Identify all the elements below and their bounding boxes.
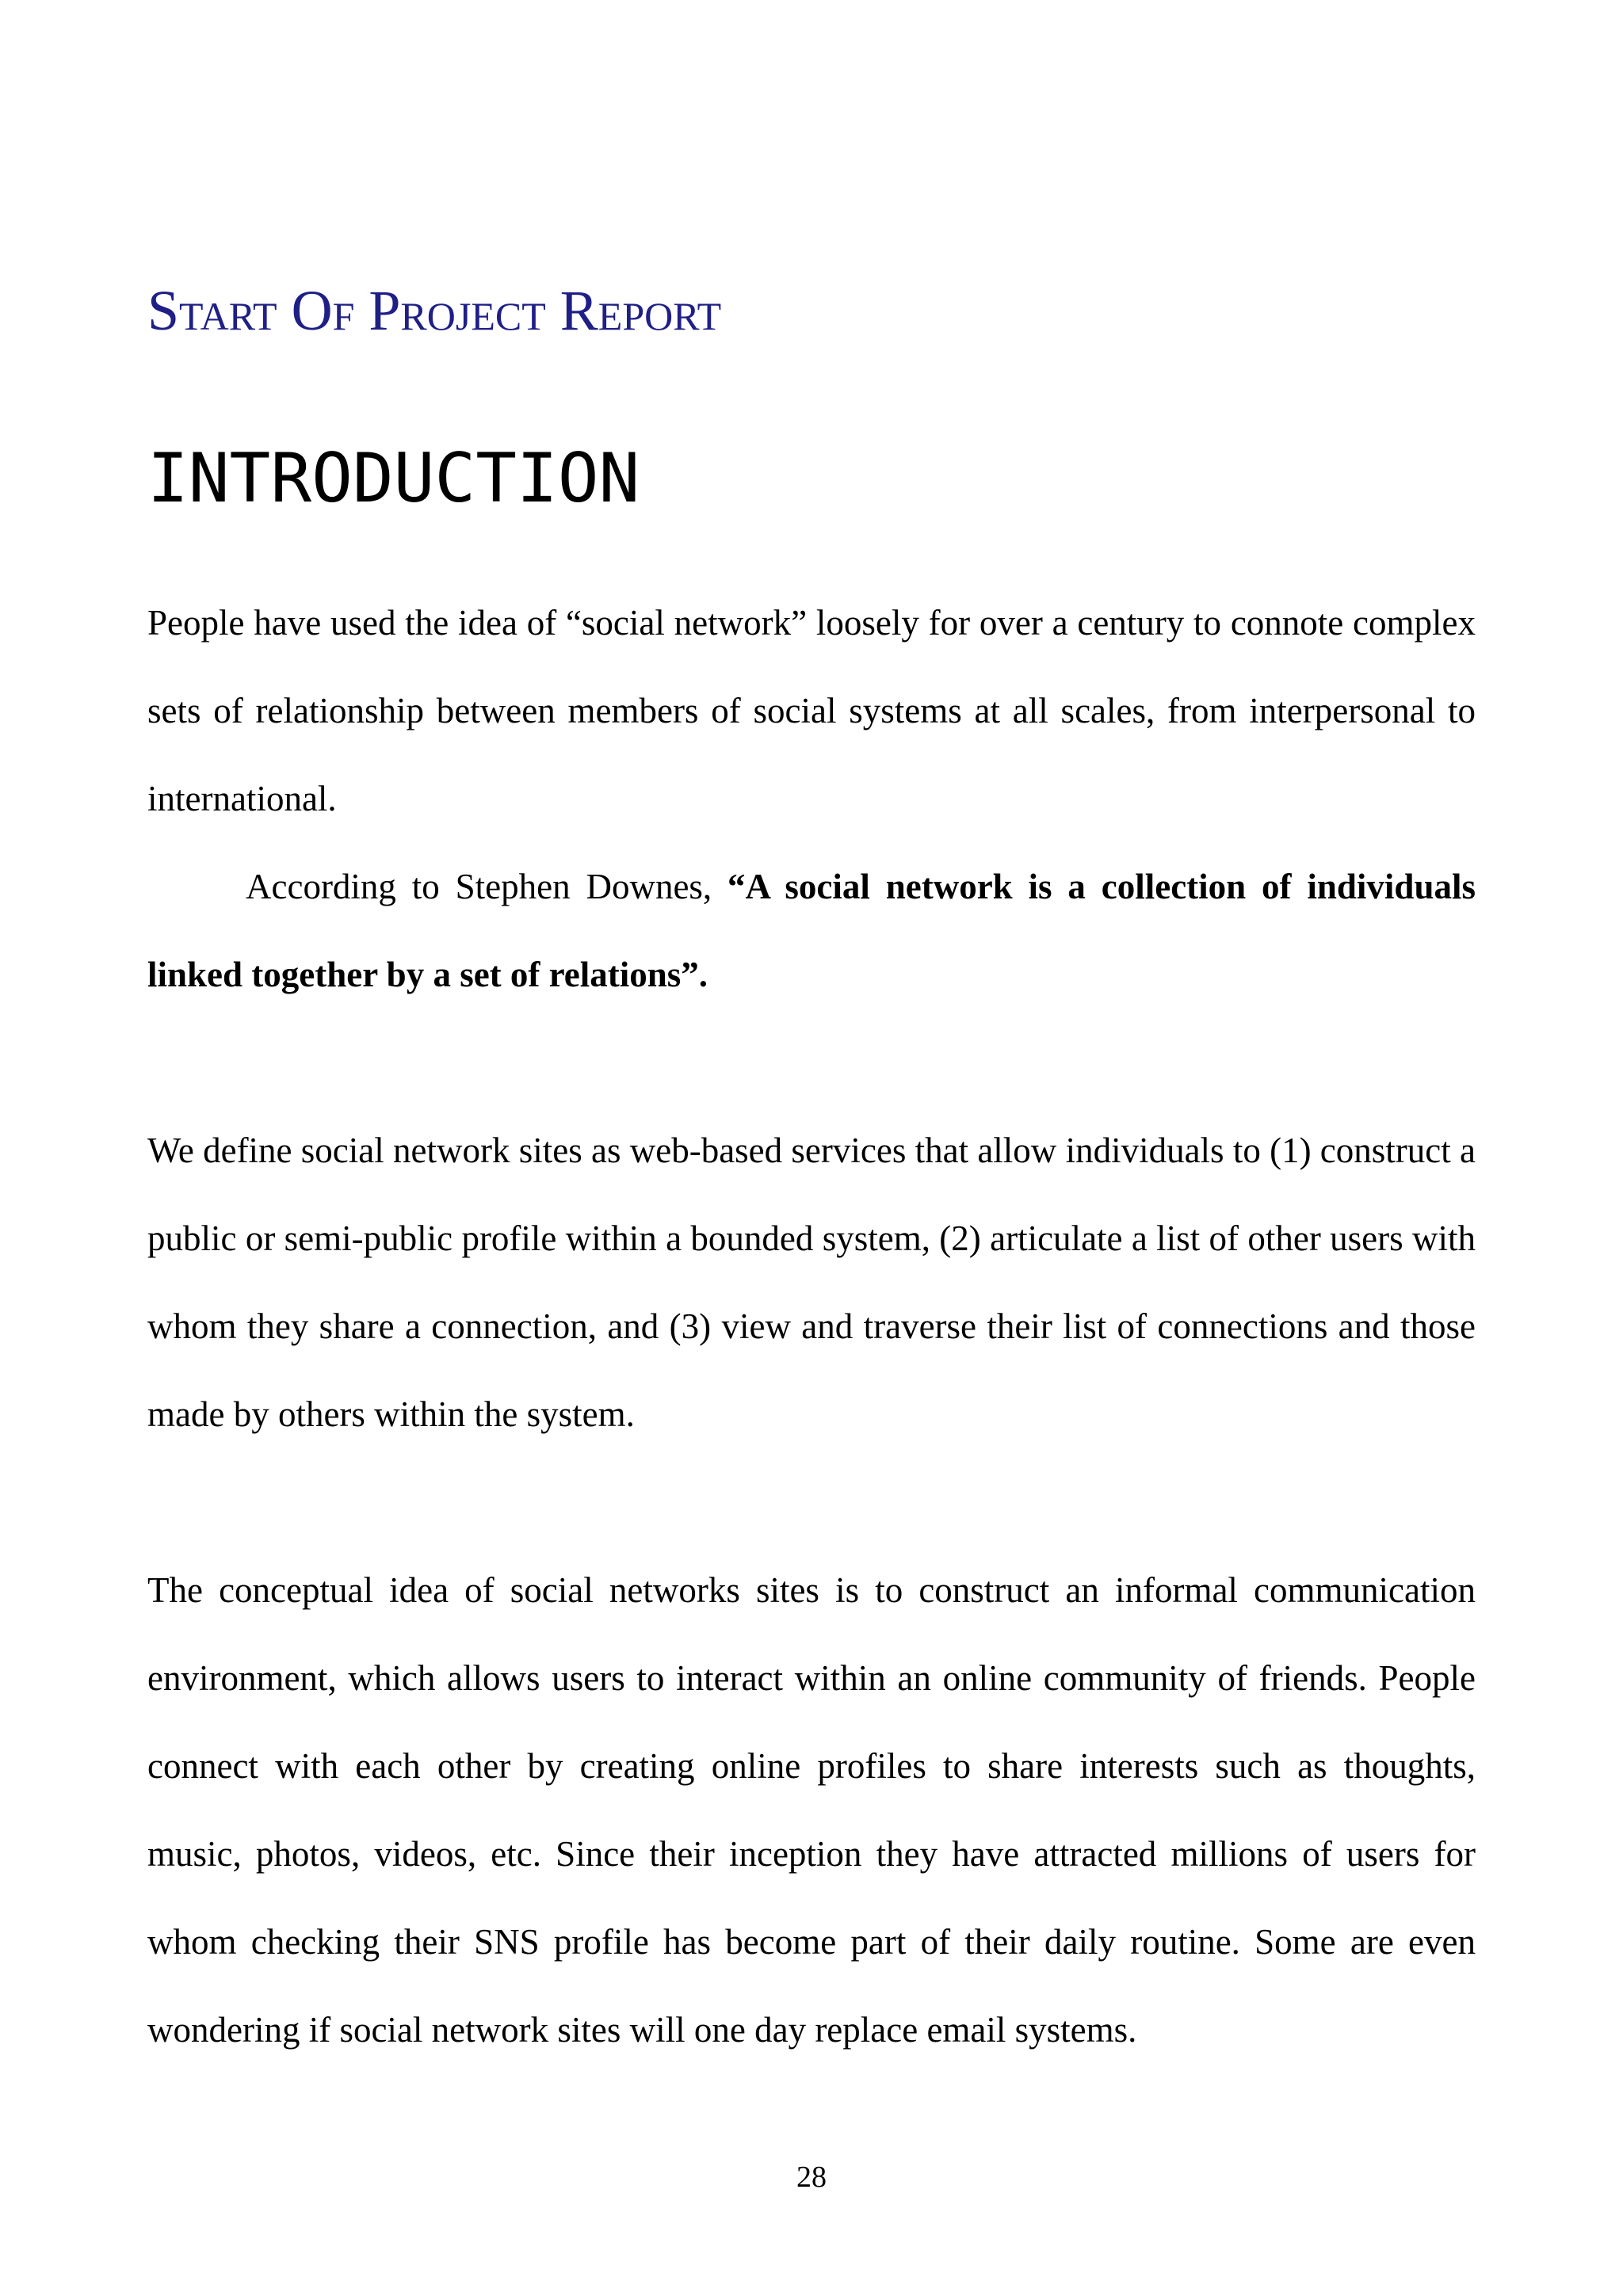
section-heading: Start Of Project Report <box>147 279 722 342</box>
paragraph-social-network-history: People have used the idea of “social network” loosely for over a century to connote complex sets of relationship between members of social systems at all scales, from interpersonal to international. <box>147 603 1476 818</box>
chapter-title: INTRODUCTION <box>147 439 640 518</box>
page-number: 28 <box>796 2161 827 2194</box>
downes-quote: “A social network is a collection of individuals linked together by a set of relations”. <box>147 867 1476 994</box>
paragraph-downes-definition <box>147 843 1476 1019</box>
paragraph-sns-definition: We define social network sites as web-based services that allow individuals to (1) construct a public or semi-public profile within a bounded system, (2) articulate a list of other users with whom they share a connection, and (3) view and traverse their list of connections and those made by others within the system. <box>147 1131 1476 1434</box>
paragraph-downes-intro: According to Stephen Downes, <box>246 867 728 906</box>
paragraph-sns-concept: The conceptual idea of social networks sites is to construct an informal communication environment, which allows users to interact within an online community of friends. People connect with each other by creating online profiles to share interests such as thoughts, music, photos, videos, etc. Since their inception they have attracted millions of users for whom checking their SNS profile has become part of their daily routine. Some are even wondering if social network sites will one day replace email systems. <box>147 1570 1476 2050</box>
